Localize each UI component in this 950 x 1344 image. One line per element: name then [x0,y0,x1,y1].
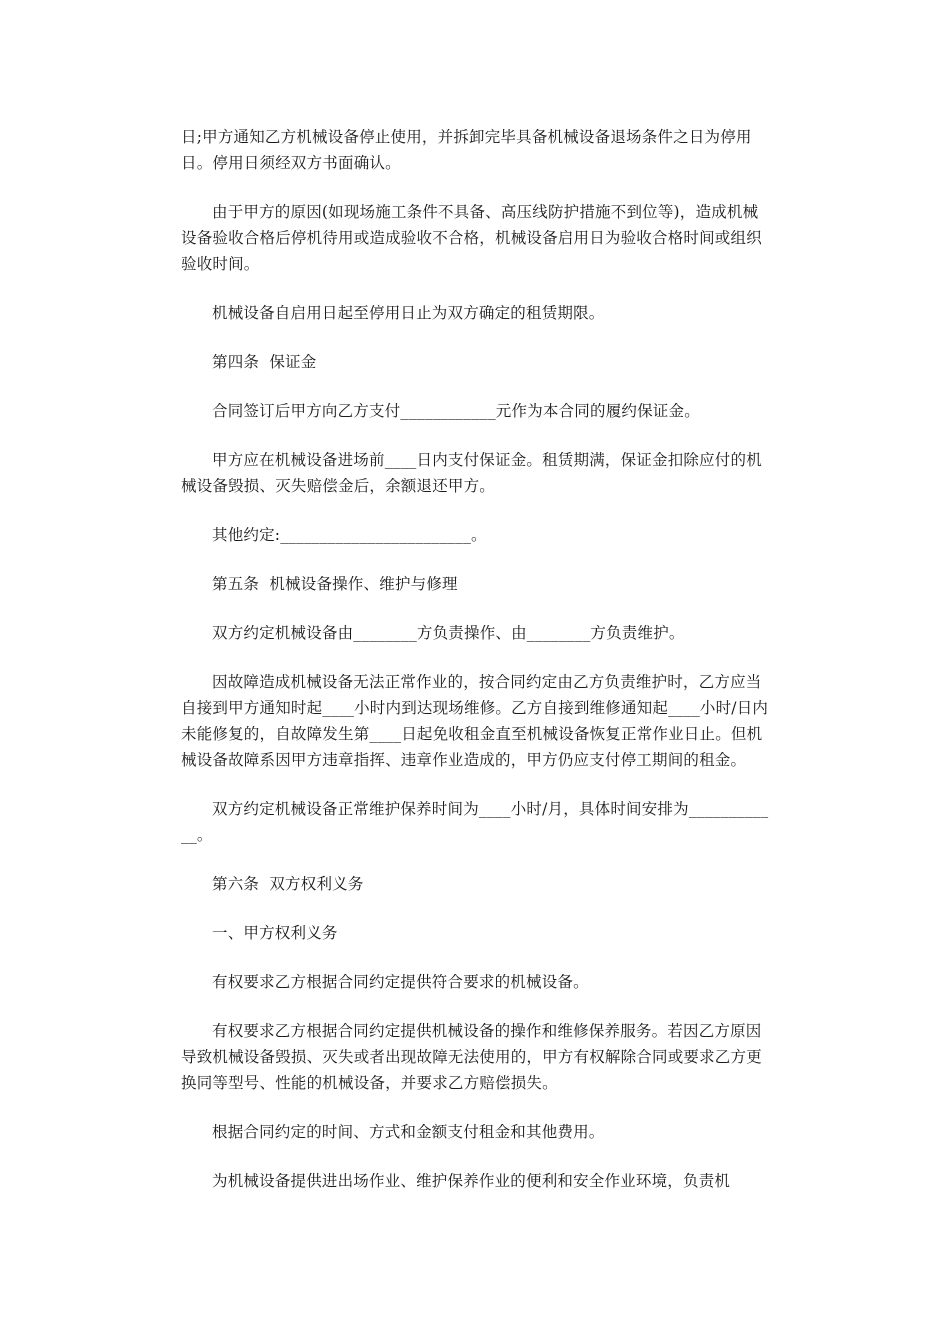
paragraph-11: 双方约定机械设备正常维护保养时间为____小时/月，具体时间安排为____________。 [181,800,769,844]
paragraph-5: 合同签订后甲方向乙方支付____________元作为本合同的履约保证金。 [212,402,700,420]
paragraph-1: 日;甲方通知乙方机械设备停止使用，并拆卸完毕具备机械设备退场条件之日为停用日。停用日须经双方书面确认。 [181,128,752,172]
paragraph-16: 根据合同约定的时间、方式和金额支付租金和其他费用。 [212,1123,605,1141]
paragraph-9: 双方约定机械设备由________方负责操作、由________方负责维护。 [212,624,685,642]
paragraph-17: 为机械设备提供进出场作业、维护保养作业的便利和安全作业环境，负责机 [212,1172,731,1190]
section-heading-article-5: 第五条 机械设备操作、维护与修理 [212,575,458,593]
section-heading-article-6: 第六条 双方权利义务 [212,875,364,893]
paragraph-6: 甲方应在机械设备进场前____日内支付保证金。租赁期满，保证金扣除应付的机械设备毁损、灭失赔偿金后，余额退还甲方。 [181,451,762,495]
section-heading-article-4: 第四条 保证金 [212,353,317,371]
paragraph-10: 因故障造成机械设备无法正常作业的，按合同约定由乙方负责维护时，乙方应当自接到甲方通知时起____小时内到达现场维修。乙方自接到维修通知起____小时/日内未能修复的，自故障发生第____日起免收租金直至机械设备恢复正常作业日止。但机械设备故障系因甲方违章指挥、违章作业造成的，甲方仍应支付停工期间的租金。 [181,673,769,769]
paragraph-7: 其他约定:________________________。 [212,526,487,544]
document-body [181,124,773,1217]
paragraph-14: 有权要求乙方根据合同约定提供符合要求的机械设备。 [212,973,589,991]
paragraph-15: 有权要求乙方根据合同约定提供机械设备的操作和维修保养服务。若因乙方原因导致机械设备毁损、灭失或者出现故障无法使用的，甲方有权解除合同或要求乙方更换同等型号、性能的机械设备，并要求乙方赔偿损失。 [181,1022,762,1092]
paragraph-3: 机械设备自启用日起至停用日止为双方确定的租赁期限。 [212,304,605,322]
paragraph-2: 由于甲方的原因(如现场施工条件不具备、高压线防护措施不到位等)，造成机械设备验收合格后停机待用或造成验收不合格，机械设备启用日为验收合格时间或组织验收时间。 [181,203,762,273]
subsection-heading-party-a: 一、甲方权利义务 [212,924,338,942]
